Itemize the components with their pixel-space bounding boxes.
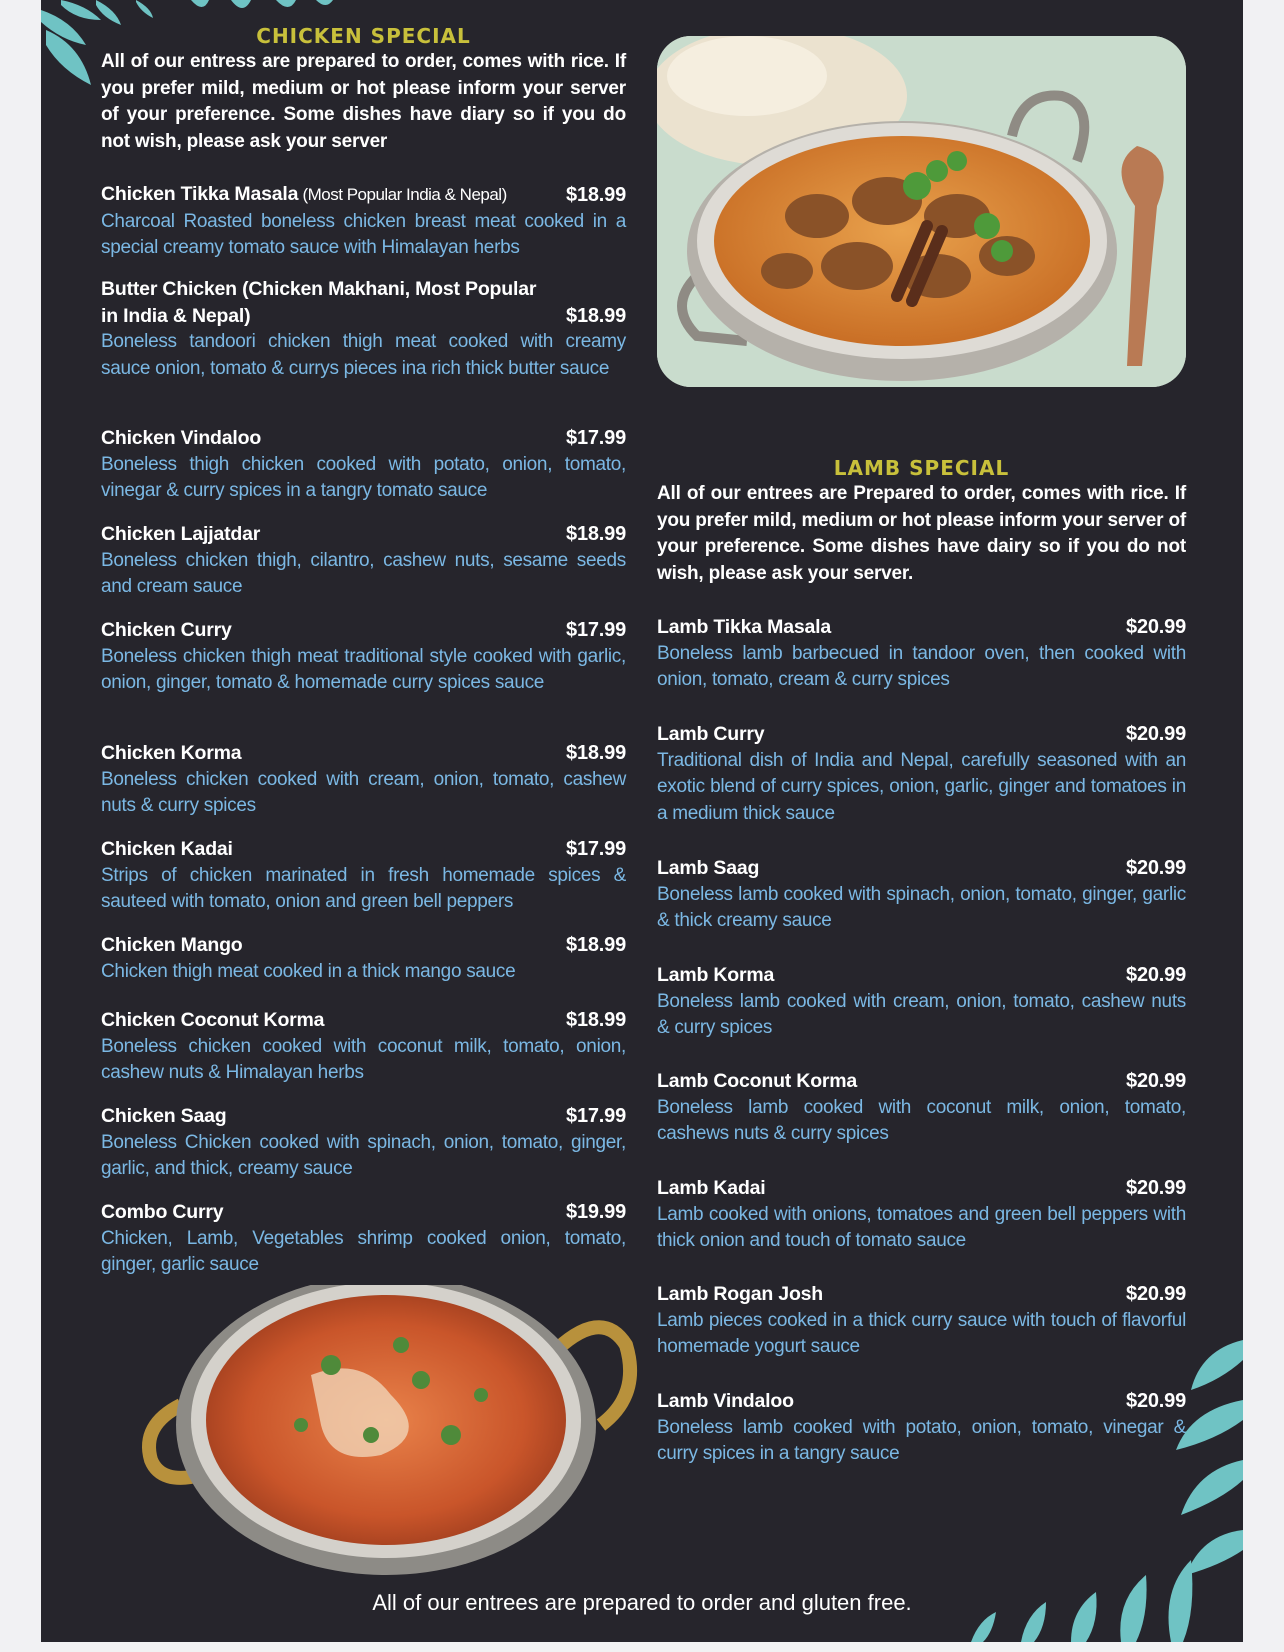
item-name: Lamb Korma bbox=[657, 964, 775, 986]
menu-item-lamb-kadai bbox=[657, 1175, 1186, 1255]
item-name: Lamb Rogan Josh bbox=[657, 1283, 824, 1305]
item-price: $20.99 bbox=[1126, 964, 1186, 986]
lamb-curry-photo bbox=[657, 36, 1186, 387]
item-description: Charcoal Roasted boneless chicken breast meat cooked in a special creamy tomato sauce with Himalayan herbs bbox=[101, 210, 626, 258]
lamb-section-intro: All of our entrees are Prepared to order, comes with rice. If you prefer mild, medium or hot please inform your server of your preference. Some dishes have dairy so if you do not wish, please ask your server. bbox=[657, 483, 1186, 584]
item-price: $20.99 bbox=[1126, 723, 1186, 745]
item-price: $20.99 bbox=[1126, 857, 1186, 879]
menu-item-chicken-mango bbox=[101, 932, 626, 985]
menu-item-chicken-curry bbox=[101, 617, 626, 697]
item-name: Lamb Kadai bbox=[657, 1177, 766, 1199]
footer-note: All of our entrees are prepared to order and gluten free. bbox=[372, 1590, 912, 1615]
item-price: $20.99 bbox=[1126, 1070, 1186, 1092]
item-name: Chicken Curry bbox=[101, 619, 232, 641]
item-name: Lamb Vindaloo bbox=[657, 1390, 794, 1412]
item-price: $19.99 bbox=[566, 1201, 626, 1223]
item-name: Chicken Tikka Masala bbox=[101, 183, 299, 205]
item-name: Chicken Kadai bbox=[101, 838, 233, 860]
item-name: Chicken Saag bbox=[101, 1105, 227, 1127]
menu-item-chicken-kadai bbox=[101, 836, 626, 916]
leaf-decoration-top bbox=[191, 0, 341, 20]
menu-item-chicken-tikka-masala bbox=[101, 181, 626, 262]
item-price: $18.99 bbox=[566, 934, 626, 956]
item-name: Lamb Tikka Masala bbox=[657, 616, 831, 638]
item-description: Traditional dish of India and Nepal, carefully seasoned with an exotic blend of curry spices, onion, garlic, ginger and tomatoes in a medium thick sauce bbox=[657, 749, 1186, 824]
menu-item-chicken-vindaloo bbox=[101, 425, 626, 505]
item-price: $18.99 bbox=[566, 184, 626, 206]
item-description: Boneless chicken thigh meat traditional style cooked with garlic, onion, ginger, tomato & homemade curry spices sauce bbox=[101, 645, 626, 693]
item-price: $18.99 bbox=[566, 742, 626, 764]
item-price: $17.99 bbox=[566, 838, 626, 860]
item-price: $17.99 bbox=[566, 1105, 626, 1127]
item-description: Boneless thigh chicken cooked with potato, onion, tomato, vinegar & curry spices in a tangry tomato sauce bbox=[101, 453, 626, 501]
item-description: Lamb cooked with onions, tomatoes and green bell peppers with thick onion and touch of tomato sauce bbox=[657, 1203, 1186, 1251]
item-price: $18.99 bbox=[566, 523, 626, 545]
item-name: Combo Curry bbox=[101, 1201, 224, 1223]
item-description: Boneless chicken thigh, cilantro, cashew nuts, sesame seeds and cream sauce bbox=[101, 549, 626, 597]
item-description: Boneless tandoori chicken thigh meat cooked with creamy sauce onion, tomato & currys pieces ina rich thick butter sauce bbox=[101, 331, 626, 379]
item-name: Lamb Saag bbox=[657, 857, 760, 879]
menu-item-lamb-tikka-masala bbox=[657, 614, 1186, 694]
item-description: Boneless chicken cooked with coconut milk, tomato, onion, cashew nuts & Himalayan herbs bbox=[101, 1035, 626, 1083]
lamb-curry-image bbox=[657, 36, 1186, 387]
menu-item-chicken-saag bbox=[101, 1103, 626, 1183]
menu-item-chicken-lajjatdar bbox=[101, 521, 626, 601]
item-description: Boneless lamb cooked with spinach, onion, tomato, ginger, garlic & thick creamy sauce bbox=[657, 883, 1186, 931]
menu-item-combo-curry bbox=[101, 1199, 626, 1279]
item-price: $17.99 bbox=[566, 427, 626, 449]
menu-item-lamb-curry bbox=[657, 721, 1186, 827]
item-description: Boneless lamb cooked with coconut milk, onion, tomato, cashews nuts & curry spices bbox=[657, 1096, 1186, 1144]
item-description: Chicken thigh meat cooked in a thick mango sauce bbox=[101, 960, 516, 982]
item-description: Chicken, Lamb, Vegetables shrimp cooked onion, tomato, ginger, garlic sauce bbox=[101, 1227, 626, 1275]
item-price: $17.99 bbox=[566, 619, 626, 641]
menu-page bbox=[41, 0, 1243, 1642]
item-description: Lamb pieces cooked in a thick curry sauce with touch of flavorful homemade yogurt sauce bbox=[657, 1309, 1186, 1357]
item-price: $20.99 bbox=[1126, 616, 1186, 638]
item-name: Chicken Mango bbox=[101, 934, 243, 956]
item-price: $20.99 bbox=[1126, 1283, 1186, 1305]
item-price: $20.99 bbox=[1126, 1390, 1186, 1412]
item-description: Boneless lamb cooked with cream, onion, tomato, cashew nuts & curry spices bbox=[657, 990, 1186, 1038]
item-name: Chicken Vindaloo bbox=[101, 427, 262, 449]
menu-item-chicken-korma bbox=[101, 740, 626, 820]
item-name: Chicken Coconut Korma bbox=[101, 1009, 325, 1031]
item-price: $18.99 bbox=[566, 304, 626, 327]
item-description: Boneless Chicken cooked with spinach, onion, tomato, ginger, garlic, and thick, creamy sauce bbox=[101, 1131, 626, 1179]
item-description: Boneless chicken cooked with cream, onion, tomato, cashew nuts & curry spices bbox=[101, 768, 626, 816]
menu-item-lamb-coconut-korma bbox=[657, 1068, 1186, 1148]
item-name: Chicken Korma bbox=[101, 742, 242, 764]
menu-item-lamb-korma bbox=[657, 962, 1186, 1042]
item-description: Boneless lamb barbecued in tandoor oven, then cooked with onion, tomato, cream & curry spices bbox=[657, 642, 1186, 690]
chicken-section-title: CHICKEN SPECIAL bbox=[256, 24, 471, 48]
lamb-section-title: LAMB SPECIAL bbox=[833, 456, 1010, 480]
item-price: $18.99 bbox=[566, 1009, 626, 1031]
item-name: Lamb Coconut Korma bbox=[657, 1070, 858, 1092]
item-price: $20.99 bbox=[1126, 1177, 1186, 1199]
item-name: Chicken Lajjatdar bbox=[101, 523, 261, 545]
item-name: Lamb Curry bbox=[657, 723, 765, 745]
item-description: Strips of chicken marinated in fresh homemade spices & sauteed with tomato, onion and green bell peppers bbox=[101, 864, 626, 912]
menu-item-butter-chicken bbox=[101, 276, 626, 382]
item-description: Boneless lamb cooked with potato, onion, tomato, vinegar & curry spices in a tangry sauce bbox=[657, 1416, 1186, 1464]
menu-item-chicken-coconut-korma bbox=[101, 1007, 626, 1087]
item-name: Butter Chicken (Chicken Makhani, Most Popular in India & Nepal) bbox=[101, 278, 537, 327]
butter-chicken-bowl-image bbox=[131, 1285, 641, 1585]
menu-item-lamb-saag bbox=[657, 855, 1186, 935]
item-note: (Most Popular India & Nepal) bbox=[298, 185, 507, 204]
chicken-section-intro: All of our entress are prepared to order, comes with rice. If you prefer mild, medium or hot please inform your server of your preference. Some dishes have diary so if you do not wish, please ask your server bbox=[101, 51, 626, 152]
